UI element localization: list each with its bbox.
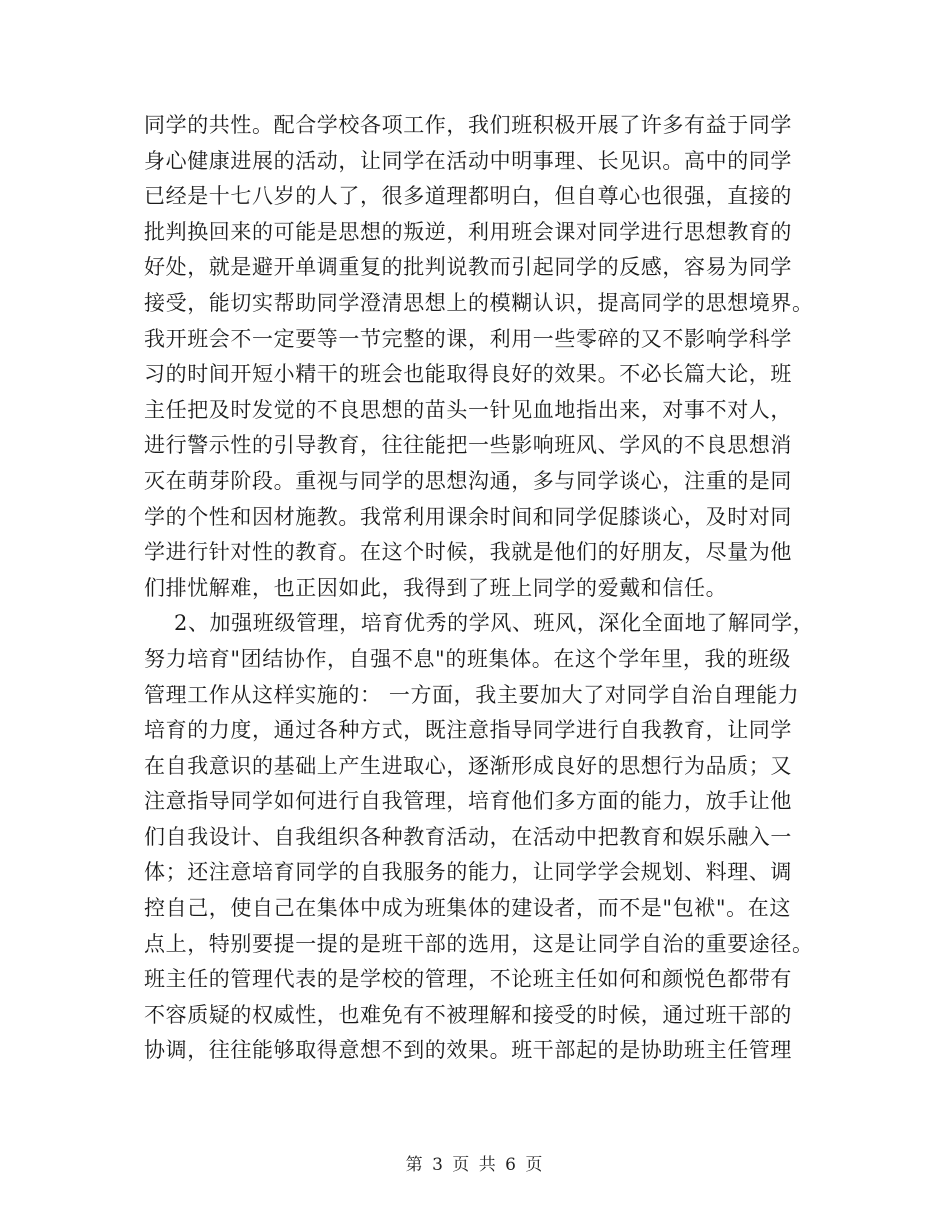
text-line: 班主任的管理代表的是学校的管理，不论班主任如何和颜悦色都带有 — [144, 967, 792, 992]
text-line: 们排忧解难，也正因如此，我得到了班上同学的爱戴和信任。 — [144, 575, 728, 600]
body-text — [144, 108, 824, 1069]
text-line: 已经是十七八岁的人了，很多道理都明白，但自尊心也很强，直接的 — [144, 184, 792, 209]
text-line: 习的时间开短小精干的班会也能取得良好的效果。不必长篇大论，班 — [144, 362, 792, 387]
text-line: 身心健康进展的活动，让同学在活动中明事理、长见识。高中的同学 — [144, 148, 792, 173]
text-line: 管理工作从这样实施的： 一方面，我主要加大了对同学自治自理能力 — [144, 682, 800, 707]
text-line: 我开班会不一定要等一节完整的课，利用一些零碎的又不影响学科学 — [144, 326, 792, 351]
paragraph-start-line: 2、加强班级管理，培育优秀的学风、班风，深化全面地了解同学， — [174, 611, 815, 636]
text-line: 培育的力度，通过各种方式，既注意指导同学进行自我教育，让同学 — [144, 718, 792, 743]
text-line: 接受，能切实帮助同学澄清思想上的模糊认识，提高同学的思想境界。 — [144, 290, 814, 315]
text-line: 点上，特别要提一提的是班干部的选用，这是让同学自治的重要途径。 — [144, 931, 814, 956]
text-line: 注意指导同学如何进行自我管理，培育他们多方面的能力，放手让他 — [144, 789, 792, 814]
text-line: 们自我设计、自我组织各种教育活动，在活动中把教育和娱乐融入一 — [144, 824, 792, 849]
text-line: 学进行针对性的教育。在这个时候，我就是他们的好朋友，尽量为他 — [144, 540, 792, 565]
page-number-footer: 第 3 页 共 6 页 — [405, 1155, 545, 1175]
text-line: 主任把及时发觉的不良思想的苗头一针见血地指出来，对事不对人， — [144, 397, 792, 422]
text-line: 好处，就是避开单调重复的批判说教而引起同学的反感，容易为同学 — [144, 255, 792, 280]
text-line: 协调，往往能够取得意想不到的效果。班干部起的是协助班主任管理 — [144, 1038, 792, 1063]
text-line: 努力培育"团结协作，自强不息"的班集体。在这个学年里，我的班级 — [144, 646, 791, 671]
text-line: 在自我意识的基础上产生进取心，逐渐形成良好的思想行为品质；又 — [144, 753, 792, 778]
text-line: 灭在萌芽阶段。重视与同学的思想沟通，多与同学谈心，注重的是同 — [144, 468, 792, 493]
text-line: 学的个性和因材施教。我常利用课余时间和同学促膝谈心，及时对同 — [144, 504, 792, 529]
text-line: 不容质疑的权威性，也难免有不被理解和接受的时候，通过班干部的 — [144, 1002, 792, 1027]
text-line: 控自己，使自己在集体中成为班集体的建设者，而不是"包袱"。在这 — [144, 896, 791, 921]
text-line: 进行警示性的引导教育，往往能把一些影响班风、学风的不良思想消 — [144, 433, 792, 458]
text-line: 同学的共性。配合学校各项工作，我们班积极开展了许多有益于同学 — [144, 113, 792, 137]
text-line: 体；还注意培育同学的自我服务的能力，让同学学会规划、料理、调 — [144, 860, 792, 885]
text-line: 批判换回来的可能是思想的叛逆，利用班会课对同学进行思想教育的 — [144, 219, 792, 244]
